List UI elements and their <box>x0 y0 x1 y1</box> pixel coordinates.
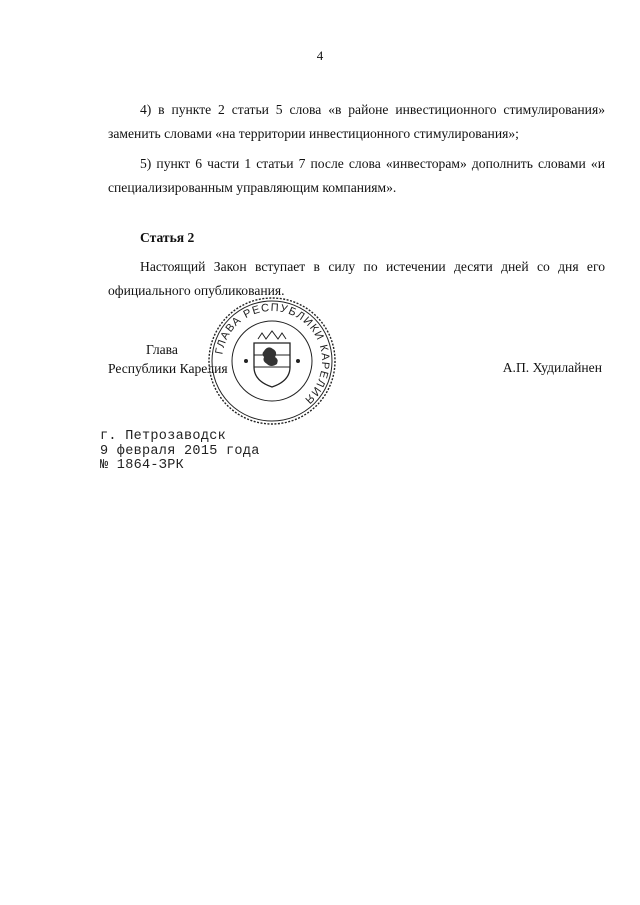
amendment-item-4: 4) в пункте 2 статьи 5 слова «в районе инвестиционного стимулирования» заменить словами «на территории инвестиционного стимулирования»; <box>108 102 605 141</box>
footer-city: г. Петрозаводск <box>100 429 227 444</box>
footer-date: 9 февраля 2015 года <box>100 443 260 459</box>
signatory-name: А.П. Худилайнен <box>502 360 602 375</box>
official-seal <box>206 295 338 427</box>
article-text: Настоящий Закон вступает в силу по истечении десяти дней со дня его официального опубликования. <box>108 259 605 298</box>
coat-of-arms-icon <box>244 331 300 387</box>
typed-footer <box>100 430 260 474</box>
seal-ring-text: ГЛАВА РЕСПУБЛИКИ КАРЕЛИЯ <box>213 301 332 407</box>
signatory-title-line2: Республики Карелия <box>108 361 228 376</box>
page-number: 4 <box>316 48 324 63</box>
signatory-title-line1: Глава <box>146 342 178 357</box>
footer-number: № 1864-ЗРК <box>100 458 185 473</box>
amendment-item-5: 5) пункт 6 части 1 статьи 7 после слова «инвесторам» дополнить словами «и специализированным управляющим компаниям». <box>108 156 605 195</box>
article-heading: Статья 2 <box>140 230 195 245</box>
